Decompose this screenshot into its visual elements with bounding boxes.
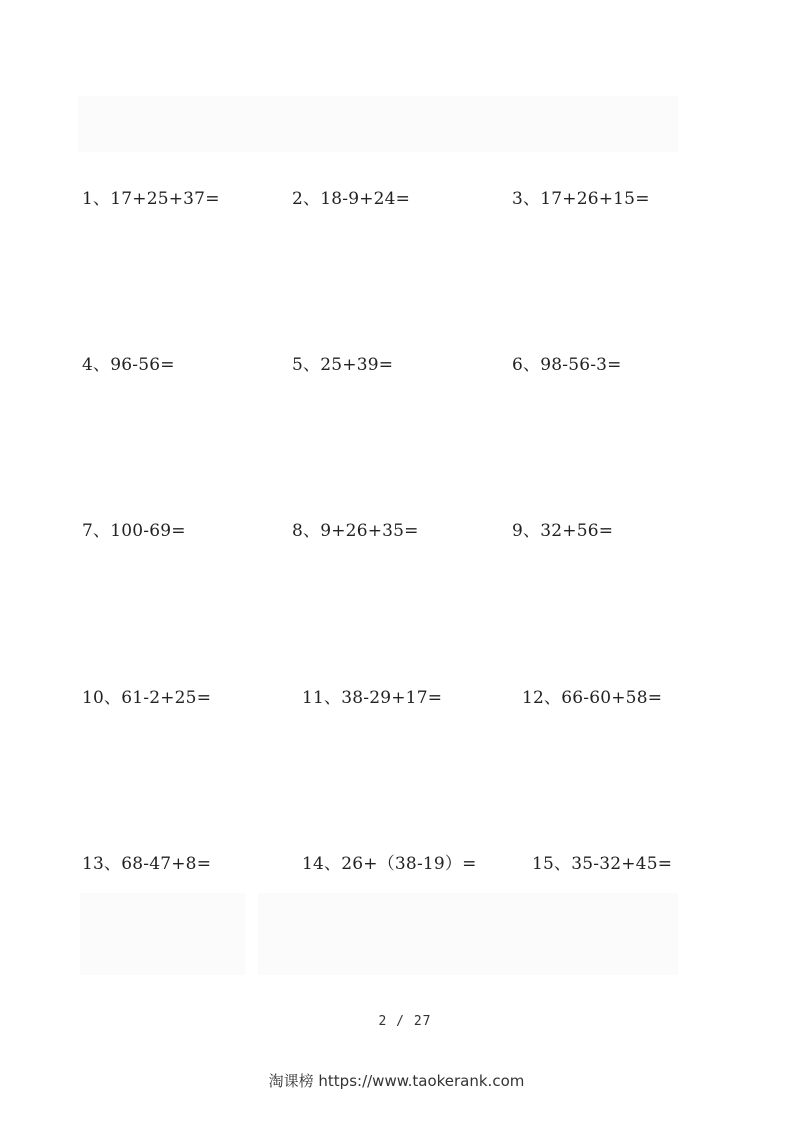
problem-9: 9、32+56= bbox=[512, 521, 614, 541]
page-number: 2 / 27 bbox=[378, 1014, 432, 1029]
problem-1: 1、17+25+37= bbox=[82, 189, 220, 209]
problem-15: 15、35-32+45= bbox=[532, 854, 673, 874]
problem-11: 11、38-29+17= bbox=[302, 688, 443, 708]
problem-4: 4、96-56= bbox=[82, 355, 175, 375]
faint-bottom-block-left bbox=[80, 893, 245, 975]
faint-bottom-block-right bbox=[258, 893, 678, 975]
problem-6: 6、98-56-3= bbox=[512, 355, 622, 375]
problem-10: 10、61-2+25= bbox=[82, 688, 212, 708]
problem-12: 12、66-60+58= bbox=[522, 688, 663, 708]
problem-8: 8、9+26+35= bbox=[292, 521, 419, 541]
problem-2: 2、18-9+24= bbox=[292, 189, 411, 209]
problem-13: 13、68-47+8= bbox=[82, 854, 212, 874]
problem-3: 3、17+26+15= bbox=[512, 189, 650, 209]
faint-header-band bbox=[78, 96, 678, 152]
problem-14: 14、26+（38-19）= bbox=[302, 854, 477, 874]
problem-7: 7、100-69= bbox=[82, 521, 186, 541]
footer-watermark: 淘课榜 https://www.taokerank.com bbox=[268, 1072, 525, 1090]
problem-5: 5、25+39= bbox=[292, 355, 394, 375]
